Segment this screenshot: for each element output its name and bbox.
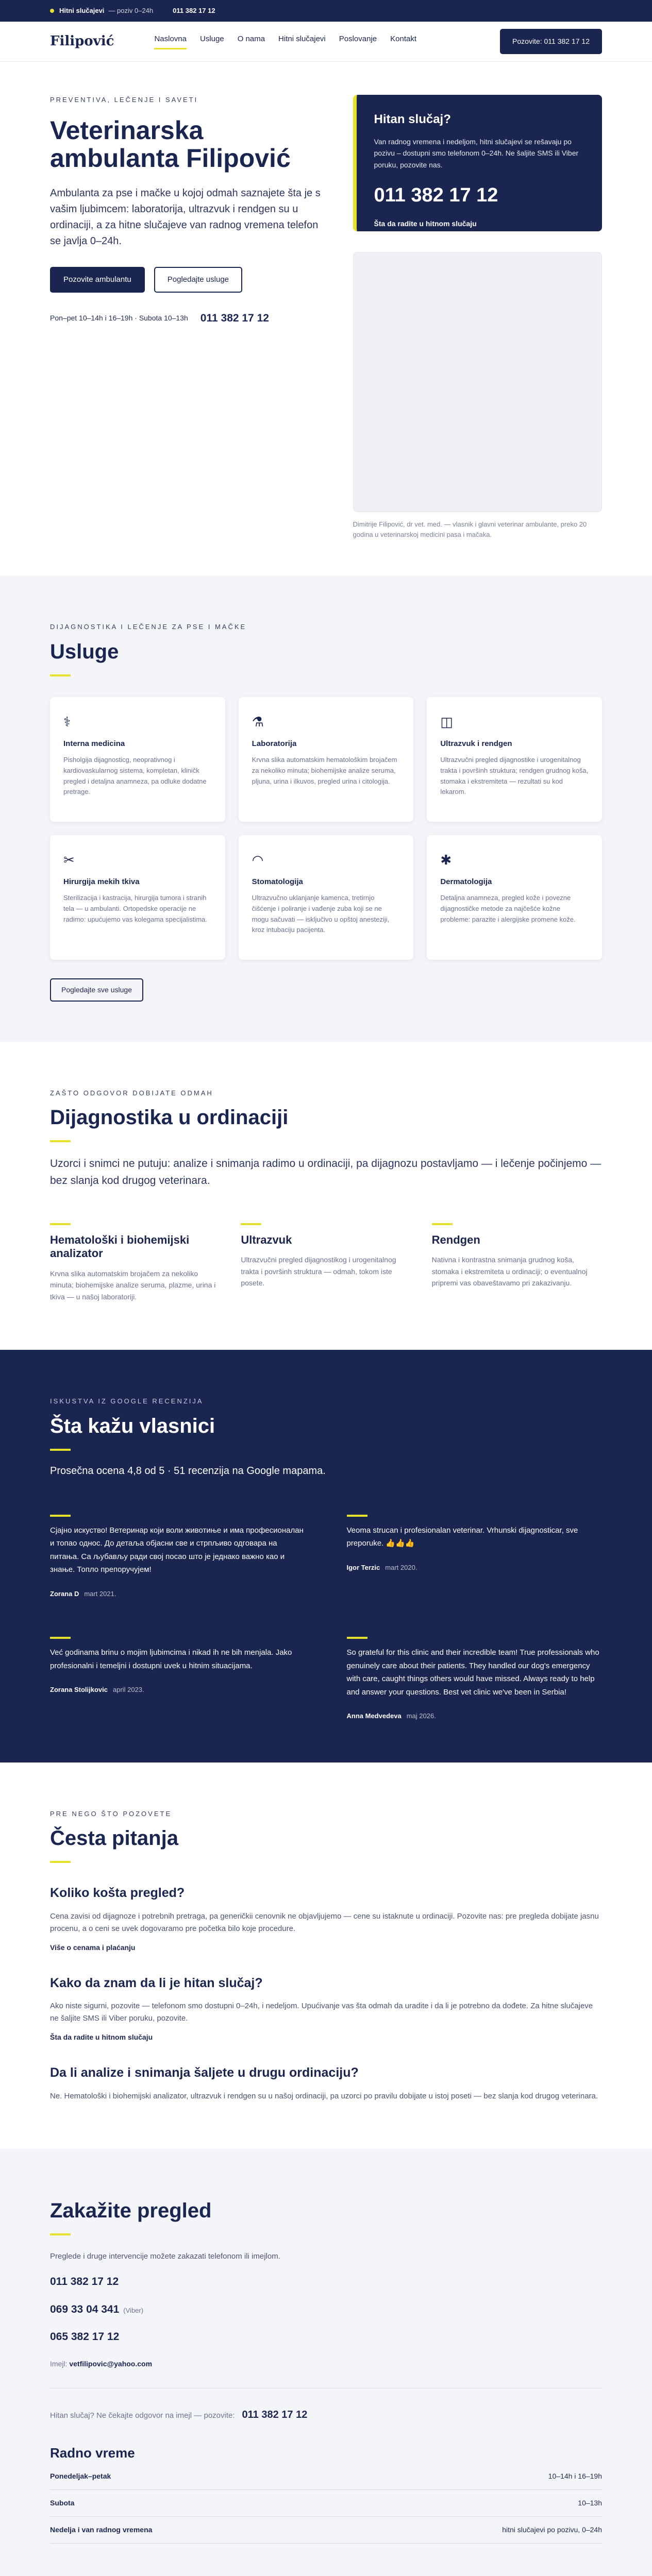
contact-urgent-phone[interactable]: 011 382 17 12	[242, 2409, 308, 2420]
review-item	[347, 1630, 603, 1721]
urgent-link[interactable]: Šta da radite u hitnom slučaju	[374, 219, 477, 228]
service-title: Laboratorija	[252, 739, 297, 748]
service-text: Pisholgija dijagnosticg, neoprativnog i kardiovaskularnog sistema, kompletan, kliničk pregled i detaljna anamneza, pa odluke dodatne pretrage.	[63, 756, 207, 796]
diag-item-text: Krvna slika automatskim brojačem za nekoliko minuta; biohemijske analize seruma, plazme, urina i tkiva — u našoj laboratoriji.	[50, 1269, 216, 1301]
accent-line	[241, 1223, 261, 1225]
top-bar	[0, 0, 652, 22]
review-text: Сјајно искуство! Ветеринар који воли животиње и има професионалан и топао однос. До детаља објасни све и стрпљиво одговара на питања. Са љубављу ради свој посао што је једнако важно као и знање. Топло препоручујем!	[50, 1526, 304, 1574]
contact-email: Imejl: vetfilipovic@yahoo.com	[50, 2359, 153, 2368]
service-card[interactable]	[239, 697, 414, 822]
hero-aside	[353, 95, 602, 539]
contact-phone[interactable]: 011 382 17 12	[50, 2276, 119, 2288]
faq-question: Koliko košta pregled?	[50, 1886, 185, 1901]
contact-urgent: Hitan slučaj? Ne čekajte odgovor na imejl — pozovite: 011 382 17 12	[50, 2409, 308, 2420]
main-nav	[154, 33, 416, 50]
hero-hours-text: Pon–pet 10–14h i 16–19h · Subota 10–13h	[50, 314, 188, 323]
service-title: Stomatologija	[252, 877, 303, 886]
hero-section	[0, 62, 652, 575]
review-text: Već godinama brinu o mojim ljubimcima i nikad ih ne bih menjala. Jako profesionalni i temeljni i dostupni uvek u hitnim situacijama.	[50, 1648, 292, 1670]
faq-answer: Ako niste sigurni, pozovite — telefonom smo dostupni 0–24h, i nedeljom. Upućivanje vas šta odmah da uradite i da li je potrebno da dođete. Za hitne slučajeve ne šaljite SMS ili Viber poruku, pozovite.	[50, 2002, 593, 2023]
hours-row: Subota 10–13h	[50, 2490, 602, 2517]
all-services-button[interactable]: Pogledajte sve usluge	[50, 978, 143, 1002]
tooth-icon: ◠	[252, 852, 264, 868]
hero-title: Veterinarska ambulanta Filipović	[50, 115, 291, 173]
accent-line	[50, 674, 71, 676]
faq-item	[50, 1974, 602, 2043]
faq-question: Da li analize i snimanja šaljete u drugu ordinaciju?	[50, 2065, 359, 2080]
services-section	[0, 575, 652, 1042]
photo-caption: Dimitrije Filipović, dr vet. med. — vlasnik i glavni veterinar ambulante, preko 20 godina u veterinarskoj medicini pasa i mačaka.	[353, 520, 587, 538]
contact-phone-viber[interactable]: 069 33 04 341 (Viber)	[50, 2303, 144, 2315]
faq-link[interactable]: Šta da radite u hitnom slučaju	[50, 2033, 153, 2042]
accent-line	[50, 1637, 71, 1639]
stethoscope-icon: ⚕	[63, 714, 71, 730]
call-clinic-button[interactable]: Pozovite ambulantu	[50, 267, 145, 293]
accent-line	[50, 1223, 71, 1225]
hours-title: Radno vreme	[50, 2445, 135, 2461]
diag-item-text: Nativna i kontrastna snimanja grudnog koša, stomaka i ekstremiteta u ordinaciji; o eventualnoj pripremi vas obaveštavamo pri zakazivanju.	[431, 1256, 588, 1287]
nav-contact[interactable]: Kontakt	[390, 34, 417, 43]
review-text: Veoma strucan i profesionalan veterinar. Vrhunski dijagnosticar, sve preporuke. 👍👍👍	[346, 1526, 578, 1548]
flask-icon: ⚗	[252, 714, 264, 730]
review-date: mart 2020.	[385, 1563, 417, 1571]
view-services-button[interactable]: Pogledajte usluge	[154, 267, 242, 293]
urgent-phone[interactable]: 011 382 17 12	[374, 184, 498, 207]
faq-title: Česta pitanja	[50, 1827, 178, 1850]
diag-item-text: Ultrazvučni pregled dijagnostikog i urogenitalnog trakta i površinh struktura — odmah, tokom iste posete.	[241, 1256, 396, 1287]
review-date: mart 2021.	[84, 1589, 116, 1598]
diag-title: Dijagnostika u ordinaciji	[50, 1106, 289, 1129]
faq-eyebrow: PRE NEGO ŠTO POZOVETE	[50, 1809, 172, 1818]
reviews-eyebrow: ISKUSTVA IZ GOOGLE RECENZIJA	[50, 1397, 204, 1405]
contact-text: Preglede i druge intervencije možete zakazati telefonom ili imejlom.	[50, 2251, 280, 2261]
logo[interactable]: Filipović	[50, 33, 114, 49]
hero-lead: Ambulanta za pse i mačke u kojoj odmah saznajete šta je s vašim ljubimcem: laboratorija, ultrazvuk i rendgen su u ordinaciji, a za hitne slučajeve van radnog vremena telefon se javlja 0–24h.	[50, 187, 321, 247]
topbar-phone[interactable]: 011 382 17 12	[173, 7, 215, 15]
review-author: Anna Medvedeva	[346, 1712, 402, 1720]
service-card[interactable]	[427, 835, 602, 960]
service-text: Ultrazvučno uklanjanje kamenca, tretirnjo čišćenje i poliranje i vađenje zuba koji se ne mogu sačuvati — isključivo u opštoj anesteziji, kroz intubaciju pacijenta.	[252, 894, 390, 934]
service-card[interactable]	[427, 697, 602, 822]
service-card[interactable]	[50, 835, 225, 960]
reviews-section	[0, 1350, 652, 1762]
diag-item-title: Rendgen	[431, 1233, 480, 1247]
email-link[interactable]: vetfilipovic@yahoo.com	[69, 2359, 153, 2368]
service-text: Krvna slika automatskim hematološkim brojačem za nekoliko minuta; biohemijske analize seruma, pljuna, urina i ilkuvos, pregled urina i citologija.	[252, 756, 397, 785]
faq-section	[0, 1762, 652, 2149]
topbar-label: Hitni slučajevi	[59, 7, 105, 15]
faq-answer: Cena zavisi od dijagnoze i potrebnih pretraga, pa generičkii cenovnik ne objavljujemo — cene su istaknute u ordinaciji. Pozovite nas: pre pregleda dobijate jasnu procenu, a o ceni se uvek dogovaramo pre početka bilo koje procedure.	[50, 1911, 599, 1933]
faq-question: Kako da znam da li je hitan slučaj?	[50, 1975, 263, 1990]
nav-business[interactable]: Poslovanje	[339, 34, 377, 43]
services-eyebrow: DIJAGNOSTIKA I LEČENJE ZA PSE I MAČKE	[50, 623, 247, 631]
services-grid	[50, 697, 602, 960]
diag-columns	[50, 1216, 602, 1302]
diag-eyebrow: ZAŠTO ODGOVOR DOBIJATE ODMAH	[50, 1089, 213, 1097]
ultrasound-icon: ◫	[440, 714, 453, 730]
service-card[interactable]	[50, 697, 225, 822]
reviews-grid	[50, 1507, 602, 1721]
accent-line	[50, 1515, 71, 1517]
diag-item	[241, 1216, 411, 1302]
topbar-note: — poziv 0–24h	[108, 7, 154, 15]
service-title: Ultrazvuk i rendgen	[440, 739, 512, 748]
reviews-rating: Prosečna ocena 4,8 od 5 · 51 recenzija na Google mapama.	[50, 1465, 326, 1477]
site-header	[0, 22, 652, 62]
contact-section	[0, 2149, 652, 2576]
urgent-text: Van radnog vremena i nedeljom, hitni slučajevi se rešavaju po pozivu – dostupni smo telefonom 0–24h. Ne šaljite SMS ili Viber poruku, pozovite nas.	[374, 138, 579, 169]
hero-hours	[50, 310, 331, 327]
accent-line	[50, 1449, 71, 1451]
diag-item	[432, 1216, 602, 1302]
service-text: Detaljna anamneza, pregled kože i povezne dijagnostičke metode za najčešće kožne probleme: parazite i alergijske promene kože.	[440, 894, 576, 923]
viber-label: (Viber)	[123, 2306, 144, 2314]
diag-item-title: Hematološki i biohemijski analizator	[50, 1233, 190, 1260]
nav-about[interactable]: O nama	[237, 34, 265, 43]
contact-title: Zakažite pregled	[50, 2199, 212, 2222]
diagnostics-section	[0, 1042, 652, 1350]
faq-link[interactable]: Više o cenama i plaćanju	[50, 1943, 136, 1952]
faq-answer: Ne. Hematološki i biohemijski analizator, ultrazvuk i rendgen su u našoj ordinaciji, pa uzorci po pravilu dobijate u istoj poseti — bez slanja kod drugog veterinara.	[50, 2091, 598, 2100]
reviews-title: Šta kažu vlasnici	[50, 1414, 215, 1437]
review-date: april 2023.	[112, 1686, 144, 1694]
status-dot-icon	[50, 9, 54, 13]
services-title: Usluge	[50, 640, 119, 663]
nav-emergency[interactable]: Hitni slučajevi	[278, 34, 326, 43]
scalpel-icon: ✂	[63, 852, 75, 868]
hero-eyebrow: PREVENTIVA, LEČENJE I SAVETI	[50, 96, 198, 104]
nav-services[interactable]: Usluge	[199, 34, 224, 43]
diag-item	[50, 1216, 220, 1302]
hero-phone[interactable]: 011 382 17 12	[200, 312, 269, 324]
review-item	[50, 1507, 306, 1599]
service-text: Ultrazvučni pregled dijagnostike i urogenitalnog trakta i površinh struktura; rendgen grudnog koša, stomaka i ekstremiteta — rezultati su kod lekarom.	[440, 756, 589, 796]
service-title: Interna medicina	[63, 739, 125, 748]
service-text: Sterilizacija i kastracija, hirurgija tumora i stranih tela — u ambulanti. Ortopedske operacije ne radimo: upućujemo vas kolegama specijalistima.	[63, 894, 207, 923]
accent-line	[432, 1223, 453, 1225]
vet-photo	[353, 252, 602, 512]
faq-item	[50, 1884, 602, 1953]
diag-item-title: Ultrazvuk	[241, 1233, 292, 1247]
service-title: Dermatologija	[440, 877, 492, 886]
hero-content	[50, 95, 331, 539]
accent-line	[347, 1515, 367, 1517]
accent-line	[50, 1861, 71, 1863]
review-author: Igor Terzic	[346, 1563, 380, 1571]
urgent-card	[353, 95, 602, 231]
accent-line	[50, 2233, 71, 2235]
contact-phone[interactable]: 065 382 17 12	[50, 2331, 120, 2343]
hours-row: Ponedeljak–petak 10–14h i 16–19h	[50, 2463, 602, 2490]
microscope-icon: ✱	[440, 852, 452, 868]
service-card[interactable]	[239, 835, 414, 960]
hero-buttons	[50, 267, 331, 293]
hours-row: Nedelja i van radnog vremena hitni slučajevi po pozivu, 0–24h	[50, 2517, 602, 2544]
diag-lead: Uzorci i snimci ne putuju: analize i snimanja radimo u ordinaciji, pa dijagnozu postavljamo — i lečenje počinjemo — bez slanja kod drugog veterinara.	[50, 1158, 601, 1187]
accent-line	[50, 1140, 71, 1142]
review-date: maj 2026.	[406, 1712, 436, 1720]
review-text: So grateful for this clinic and their incredible team! True professionals who genuinely care about their patients. They handled our dog's emergency with care, caught things others would have missed. Always ready to help and answer your questions. Best vet clinic we've been in Serbia!	[346, 1648, 599, 1697]
urgent-title: Hitan slučaj?	[374, 112, 451, 126]
nav-home[interactable]: Naslovna	[154, 33, 187, 50]
faq-item	[50, 2063, 602, 2103]
review-author: Zorana D	[50, 1589, 79, 1598]
review-item	[347, 1507, 603, 1599]
call-button[interactable]: Pozovite: 011 382 17 12	[500, 29, 602, 54]
review-author: Zorana Stolijkovic	[50, 1686, 108, 1694]
review-item	[50, 1630, 306, 1721]
service-title: Hirurgija mekih tkiva	[63, 877, 140, 886]
accent-line	[347, 1637, 367, 1639]
